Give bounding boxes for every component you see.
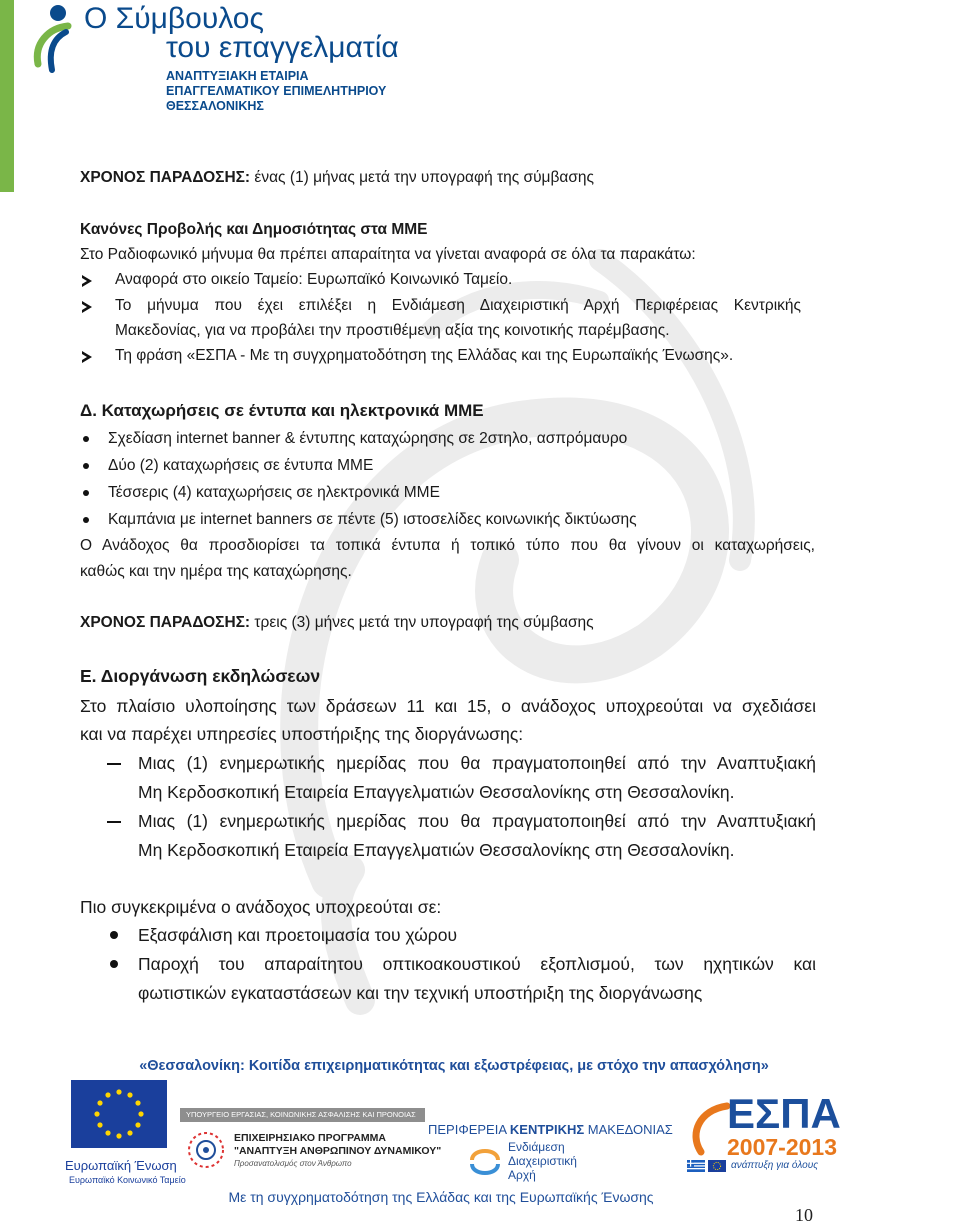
cofunding-text: Με τη συγχρηματοδότηση της Ελλάδας και της Ευρωπαϊκής Ένωσης: [228, 1189, 654, 1205]
event-item: Μιας (1) ενημερωτικής ημερίδας που θα πραγματοποιηθεί από την Αναπτυξιακή: [138, 753, 816, 773]
rule-item: Αναφορά στο οικείο Ταμείο: Ευρωπαϊκό Κοινωνικό Ταμείο.: [115, 271, 513, 288]
event-item-cont: Μη Κερδοσκοπική Εταιρεία Επαγγελματιών Θεσσαλονίκης στη Θεσσαλονίκη.: [138, 782, 735, 802]
ministry-banner: ΥΠΟΥΡΓΕΙΟ ΕΡΓΑΣΙΑΣ, ΚΟΙΝΩΝΙΚΗΣ ΑΣΦΑΛΙΣΗΣ ΚΑΙ ΠΡΟΝΟΙΑΣ: [180, 1108, 425, 1122]
eu-sublabel: Ευρωπαϊκό Κοινωνικό Ταμείο: [69, 1175, 186, 1185]
logo-subtitle-line2: ΕΠΑΓΓΕΛΜΑΤΙΚΟΥ ΕΠΙΜΕΛΗΤΗΡΙΟΥ: [166, 84, 387, 98]
dash-bullet-icon: [107, 763, 121, 765]
rules-heading: Κανόνες Προβολής και Δημοσιότητας στα ΜΜΕ: [80, 221, 428, 238]
logo-figure-icon: [28, 4, 74, 74]
eu-label: Ευρωπαϊκή Ένωση: [65, 1158, 177, 1173]
specific-item: Παροχή του απαραίτητου οπτικοακουστικού εξοπλισμού, των ηχητικών και: [138, 954, 816, 974]
greek-flag-icon: [687, 1160, 705, 1172]
espa-years: 2007-2013: [727, 1134, 837, 1160]
section-e-intro-line2: και να παρέχει υπηρεσίες υποστήριξης της διοργάνωσης:: [80, 724, 524, 744]
bullet-icon: [110, 931, 118, 939]
logo-subtitle-line3: ΘΕΣΣΑΛΟΝΙΚΗΣ: [166, 99, 264, 113]
program-line1: ΕΠΙΧΕΙΡΗΣΙΑΚΟ ΠΡΟΓΡΑΜΜΑ: [234, 1132, 386, 1144]
logo-title-line1: Ο Σύμβουλος: [84, 2, 264, 35]
espa-title: ΕΣΠΑ: [727, 1090, 841, 1137]
logo-green-bar: [0, 0, 14, 192]
espa-tagline: ανάπτυξη για όλους: [731, 1160, 819, 1171]
specific-item-cont: φωτιστικών εγκαταστάσεων και την τεχνική υποστήριξη της διοργάνωσης: [138, 983, 703, 1003]
section-e-intro-line1: Στο πλαίσιο υλοποίησης των δράσεων 11 και 15, ο ανάδοχος υποχρεούται να σχεδιάσει: [80, 696, 816, 716]
espa-logo: [683, 1092, 898, 1178]
eu-mini-flag-icon: [708, 1160, 726, 1172]
dash-bullet-icon: [107, 821, 121, 823]
program-emblem-icon: [186, 1130, 226, 1170]
bullet-icon: [83, 490, 89, 496]
list-item: Σχεδίαση internet banner & έντυπης καταχώρησης σε 2στηλο, ασπρόμαυρο: [108, 430, 628, 447]
rules-intro: Στο Ραδιοφωνικό μήνυμα θα πρέπει απαραίτητα να γίνεται αναφορά σε όλα τα παρακάτω:: [80, 246, 696, 263]
bullet-icon: [83, 517, 89, 523]
delivery-text: ένας (1) μήνας μετά την υπογραφή της σύμβασης: [250, 169, 595, 186]
region-logo: [428, 1122, 678, 1184]
section-e-heading: Ε. Διοργάνωση εκδηλώσεων: [80, 666, 321, 686]
region-part2: ΚΕΝΤΡΙΚΗΣ: [509, 1122, 585, 1137]
logo-subtitle-line1: ΑΝΑΠΤΥΞΙΑΚΗ ΕΤΑΙΡΙΑ: [166, 69, 309, 83]
delivery-time-d: [80, 613, 594, 633]
delivery-label: ΧΡΟΝΟΣ ΠΑΡΑΔΟΣΗΣ:: [80, 614, 251, 631]
bullet-icon: [83, 463, 89, 469]
program-line3: Προσανατολισμός στον Άνθρωπο: [234, 1159, 352, 1168]
rule-item: Το μήνυμα που έχει επιλέξει η Ενδιάμεση Διαχειριστική Αρχή Περιφέρειας Κεντρικής: [115, 297, 801, 314]
header-logo: [0, 0, 420, 115]
rule-item-cont: Μακεδονίας, για να προβάλει την προστιθέμενη αξία της κοινοτικής παρέμβασης.: [115, 322, 670, 339]
event-item: Μιας (1) ενημερωτικής ημερίδας που θα πραγματοποιηθεί από την Αναπτυξιακή: [138, 811, 816, 831]
espa-swoosh-icon: [683, 1100, 733, 1156]
bullet-icon: [83, 436, 89, 442]
list-item: Καμπάνια με internet banners σε πέντε (5) ιστοσελίδες κοινωνικής δικτύωσης: [108, 511, 637, 528]
list-item: Τέσσερις (4) καταχωρήσεις σε ηλεκτρονικά ΜΜΕ: [108, 484, 440, 501]
logo-title-line2: του επαγγελματία: [166, 31, 399, 64]
bullet-icon: [110, 960, 118, 968]
delivery-label: ΧΡΟΝΟΣ ΠΑΡΑΔΟΣΗΣ:: [80, 169, 251, 186]
delivery-text: τρεις (3) μήνες μετά την υπογραφή της σύμβασης: [250, 614, 594, 631]
delivery-time-c: [80, 168, 594, 188]
section-d-heading: Δ. Καταχωρήσεις σε έντυπα και ηλεκτρονικά ΜΜΕ: [80, 401, 484, 420]
eu-logo: [65, 1080, 186, 1190]
authority-line3: Αρχή: [508, 1168, 536, 1182]
region-part1: ΠΕΡΙΦΕΡΕΙΑ: [428, 1122, 510, 1137]
eu-flag-icon: [71, 1080, 167, 1148]
specific-item: Εξασφάλιση και προετοιμασία του χώρου: [138, 925, 458, 945]
authority-line1: Ενδιάμεση: [508, 1140, 565, 1154]
region-title: [428, 1122, 673, 1138]
arrow-bullet-icon: [82, 301, 92, 313]
arrow-bullet-icon: [82, 275, 92, 287]
footer-slogan: «Θεσσαλονίκη: Κοιτίδα επιχειρηματικότητας και εξωστρέφειας, με στόχο την απασχόληση»: [139, 1058, 769, 1074]
region-part3: ΜΑΚΕΔΟΝΙΑΣ: [584, 1122, 673, 1137]
rule-item: Τη φράση «ΕΣΠΑ - Με τη συγχρηματοδότηση της Ελλάδας και της Ευρωπαϊκής Ένωσης».: [115, 347, 734, 364]
list-item: Δύο (2) καταχωρήσεις σε έντυπα ΜΜΕ: [108, 457, 374, 474]
section-d-paragraph-line1: Ο Ανάδοχος θα προσδιορίσει τα τοπικά έντυπα ή τοπικό τύπο που θα γίνουν οι καταχωρήσεις,: [80, 537, 815, 554]
specific-intro: Πιο συγκεκριμένα ο ανάδοχος υποχρεούται σε:: [80, 897, 442, 917]
program-line2: "ΑΝΑΠΤΥΞΗ ΑΝΘΡΩΠΙΝΟΥ ΔΥΝΑΜΙΚΟΥ": [234, 1145, 442, 1157]
page-number: 10: [795, 1205, 813, 1225]
region-emblem-icon: [468, 1142, 502, 1178]
program-logo: [180, 1108, 442, 1178]
authority-line2: Διαχειριστική: [508, 1154, 577, 1168]
section-d-paragraph-line2: καθώς και την ημέρα της καταχώρησης.: [80, 563, 352, 580]
arrow-bullet-icon: [82, 351, 92, 363]
event-item-cont: Μη Κερδοσκοπική Εταιρεία Επαγγελματιών Θεσσαλονίκης στη Θεσσαλονίκη.: [138, 840, 735, 860]
